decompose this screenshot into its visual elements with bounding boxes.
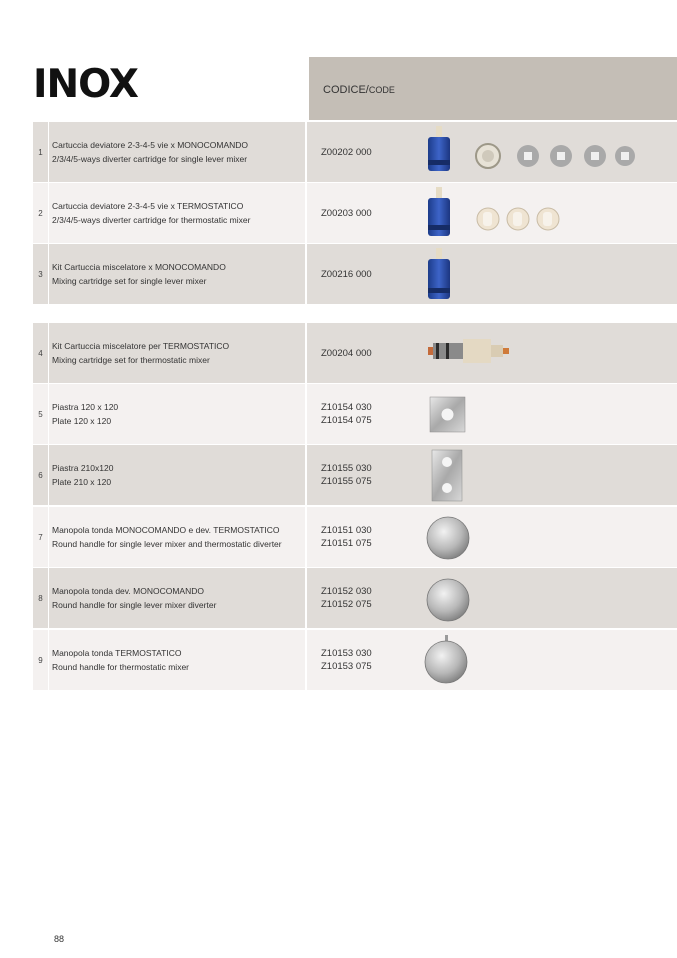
product-codes <box>321 183 372 243</box>
product-codes <box>321 445 372 505</box>
table-row <box>33 568 677 628</box>
table-row <box>33 630 677 690</box>
round-handle-icon <box>418 568 673 628</box>
product-code: Z10155 075 <box>321 476 372 487</box>
product-codes <box>321 630 372 690</box>
product-image <box>418 384 673 444</box>
row-number: 8 <box>33 568 49 628</box>
table-row <box>33 183 677 243</box>
description-it: Cartuccia deviatore 2-3-4-5 vie x MONOCOMANDO <box>52 140 249 150</box>
product-code: Z10155 030 <box>321 463 372 474</box>
description-en: Round handle for single lever mixer diverter <box>52 600 217 610</box>
description-it: Piastra 120 x 120 <box>52 402 119 412</box>
description-en: Mixing cartridge set for thermostatic mixer <box>52 355 210 365</box>
product-code: Z10152 030 <box>321 586 372 597</box>
table-row <box>33 445 677 505</box>
description-it: Manopola tonda TERMOSTATICO <box>52 648 182 658</box>
product-image <box>418 507 673 567</box>
code-column-label: CODICE/CODE <box>323 84 395 96</box>
product-code: Z10153 030 <box>321 648 372 659</box>
brand-title: INOX <box>33 62 138 107</box>
product-image <box>418 630 673 690</box>
page-number: 88 <box>54 934 65 944</box>
round-handle-icon <box>418 507 673 567</box>
product-image <box>418 244 673 304</box>
row-description <box>49 244 307 304</box>
product-code: Z10152 075 <box>321 599 372 610</box>
description-it: Manopola tonda MONOCOMANDO e dev. TERMOSTATICO <box>52 525 280 535</box>
description-it: Cartuccia deviatore 2-3-4-5 vie x TERMOSTATICO <box>52 201 244 211</box>
product-image <box>418 323 673 383</box>
row-number: 1 <box>33 122 49 182</box>
product-codes <box>321 122 372 182</box>
row-number: 6 <box>33 445 49 505</box>
product-code: Z10151 030 <box>321 525 372 536</box>
description-en: Plate 210 x 120 <box>52 477 112 487</box>
row-description <box>49 507 307 567</box>
row-description <box>49 384 307 444</box>
product-image <box>418 445 673 505</box>
description-it: Piastra 210x120 <box>52 463 114 473</box>
product-image <box>418 122 673 182</box>
description-en: Round handle for single lever mixer and thermostatic diverter <box>52 539 282 549</box>
product-code: Z10153 075 <box>321 661 372 672</box>
row-number: 3 <box>33 244 49 304</box>
product-code: Z10154 030 <box>321 402 372 413</box>
description-it: Kit Cartuccia miscelatore per TERMOSTATICO <box>52 341 230 351</box>
table-row <box>33 384 677 444</box>
description-en: Mixing cartridge set for single lever mixer <box>52 276 207 286</box>
product-code: Z00216 000 <box>321 268 372 280</box>
product-code: Z10154 075 <box>321 415 372 426</box>
product-codes <box>321 507 372 567</box>
row-number: 2 <box>33 183 49 243</box>
product-code: Z00202 000 <box>321 146 372 158</box>
table-row <box>33 122 677 182</box>
description-en: Round handle for thermostatic mixer <box>52 662 190 672</box>
table-row <box>33 244 677 304</box>
row-number: 9 <box>33 630 49 690</box>
row-description <box>49 568 307 628</box>
table-row <box>33 323 677 383</box>
product-image <box>418 183 673 243</box>
thermostatic-handle-icon <box>418 630 673 690</box>
product-code: Z10151 075 <box>321 538 372 549</box>
product-codes <box>321 384 372 444</box>
product-codes <box>321 244 372 304</box>
description-en: 2/3/4/5-ways diverter cartridge for single lever mixer <box>52 154 248 164</box>
diverter-cartridge-icon <box>418 122 673 182</box>
diverter-cartridge-icon <box>418 183 673 243</box>
row-number: 4 <box>33 323 49 383</box>
mixing-cartridge-icon <box>418 244 673 304</box>
row-description <box>49 122 307 182</box>
description-it: Kit Cartuccia miscelatore x MONOCOMANDO <box>52 262 226 272</box>
thermostatic-cartridge-icon <box>418 323 673 383</box>
product-codes <box>321 568 372 628</box>
code-column-header <box>309 57 677 120</box>
row-number: 7 <box>33 507 49 567</box>
row-description <box>49 323 307 383</box>
product-codes <box>321 323 372 383</box>
product-code: Z00204 000 <box>321 347 372 359</box>
rectangular-plate-icon <box>418 445 673 505</box>
product-code: Z00203 000 <box>321 207 372 219</box>
row-description <box>49 183 307 243</box>
product-image <box>418 568 673 628</box>
description-en: Plate 120 x 120 <box>52 416 112 426</box>
description-en: 2/3/4/5-ways diverter cartridge for thermostatic mixer <box>52 215 251 225</box>
row-description <box>49 630 307 690</box>
row-number: 5 <box>33 384 49 444</box>
table-row <box>33 507 677 567</box>
square-plate-icon <box>418 384 673 444</box>
description-it: Manopola tonda dev. MONOCOMANDO <box>52 586 204 596</box>
row-description <box>49 445 307 505</box>
